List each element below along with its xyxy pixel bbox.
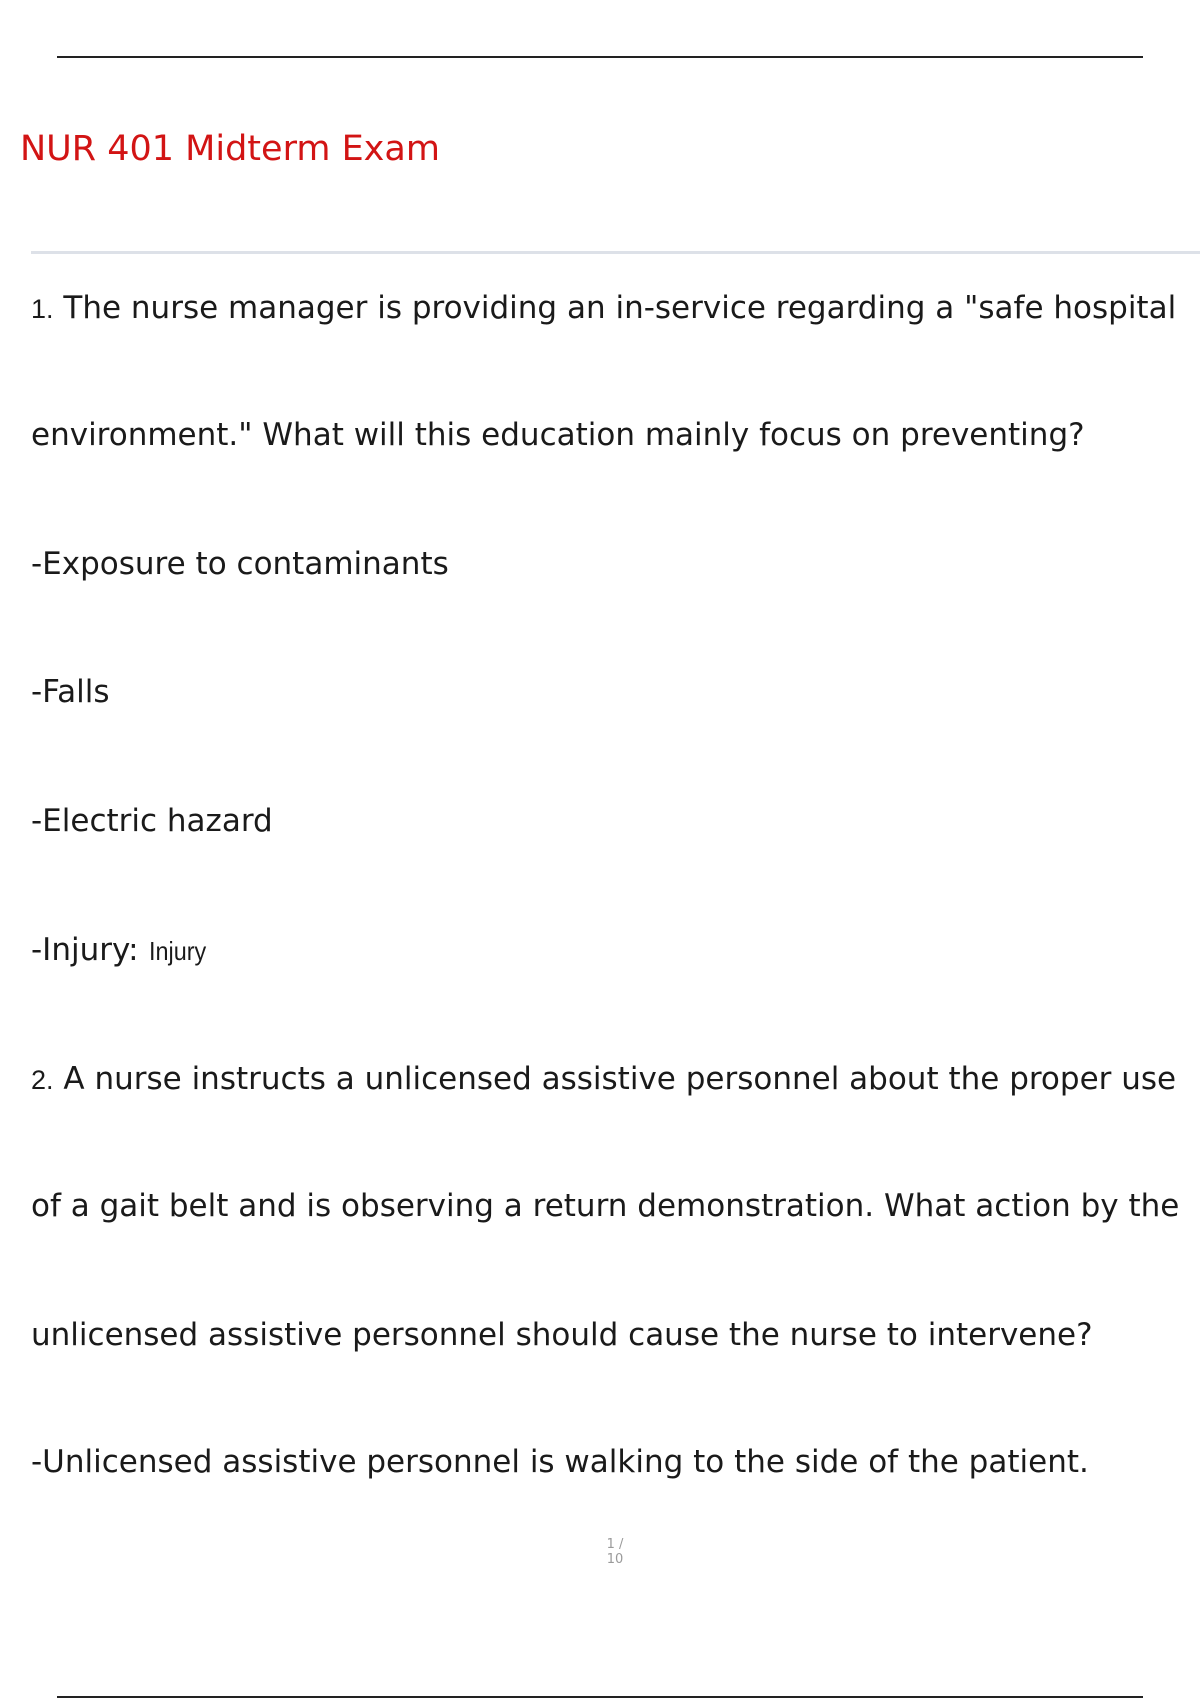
question-1-option-1: -Exposure to contaminants	[31, 546, 449, 582]
page-indicator: 1 / 10	[606, 1537, 624, 1567]
question-2-line-2	[31, 1186, 1179, 1226]
title-divider	[31, 251, 1200, 254]
question-1-text-line-2: environment." What will this education mainly focus on preventing?	[31, 417, 1085, 453]
question-1-line-2	[31, 415, 1085, 455]
question-2-text-line-1: A nurse instructs a unlicensed assistive personnel about the proper use	[63, 1061, 1177, 1097]
question-1-line-1	[31, 288, 1176, 329]
question-1-option-4-label: -Injury:	[31, 932, 139, 968]
question-1-option-3: -Electric hazard	[31, 803, 273, 839]
page-title: NUR 401 Midterm Exam	[20, 129, 440, 169]
question-2-option-1: -Unlicensed assistive personnel is walking to the side of the patient.	[31, 1444, 1089, 1480]
question-2-text-line-3: unlicensed assistive personnel should cause the nurse to intervene?	[31, 1317, 1093, 1353]
question-2-line-1	[31, 1059, 1176, 1100]
question-1-option-4	[31, 930, 212, 971]
question-2-line-3	[31, 1315, 1093, 1355]
question-1-option-2: -Falls	[31, 674, 110, 710]
question-1-number: 1.	[31, 294, 54, 324]
question-1-text-line-1: The nurse manager is providing an in-service regarding a "safe hospital	[63, 290, 1177, 326]
question-2-number: 2.	[31, 1065, 54, 1095]
bottom-rule	[57, 1696, 1143, 1698]
question-2-text-line-2: of a gait belt and is observing a return demonstration. What action by the	[31, 1188, 1180, 1224]
question-1-answer: Injury	[148, 936, 206, 966]
top-rule	[57, 56, 1143, 58]
